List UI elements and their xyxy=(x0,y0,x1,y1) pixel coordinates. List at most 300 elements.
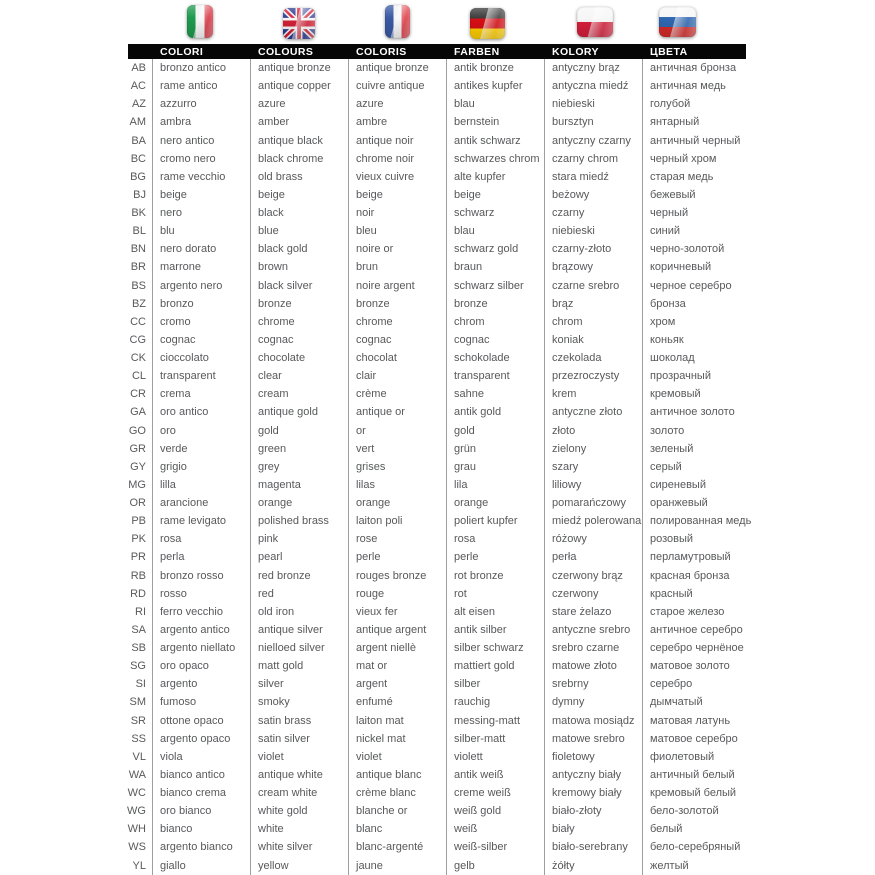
name-english: orange xyxy=(251,494,349,512)
name-russian: коричневый xyxy=(650,261,712,274)
table-row xyxy=(128,440,875,458)
name-polish: fioletowy xyxy=(545,748,643,766)
name-russian: белый xyxy=(650,823,683,836)
name-french: ambre xyxy=(349,113,447,131)
name-english: old iron xyxy=(251,603,349,621)
name-english: white xyxy=(251,820,349,838)
name-polish: biało-złoty xyxy=(545,802,643,820)
name-english: blue xyxy=(251,222,349,240)
name-french: crème blanc xyxy=(349,784,447,802)
name-french: noire argent xyxy=(349,277,447,295)
name-polish: dymny xyxy=(545,693,643,711)
name-french: antique blanc xyxy=(349,766,447,784)
table-row xyxy=(128,403,875,421)
color-code: OR xyxy=(128,494,153,512)
color-code: BA xyxy=(128,132,153,150)
name-italian: oro antico xyxy=(153,403,251,421)
color-code: WH xyxy=(128,820,153,838)
name-french: lilas xyxy=(349,476,447,494)
name-polish: miedź polerowana xyxy=(545,512,643,530)
name-french: brun xyxy=(349,258,447,276)
name-italian: cognac xyxy=(153,331,251,349)
color-code: RD xyxy=(128,585,153,603)
name-polish: czarny xyxy=(545,204,643,222)
name-italian: bianco crema xyxy=(153,784,251,802)
name-polish: antyczny brąz xyxy=(545,59,643,77)
name-german: braun xyxy=(447,258,545,276)
table-row xyxy=(128,113,875,131)
name-russian: сиреневый xyxy=(650,478,706,491)
name-italian: nero antico xyxy=(153,132,251,150)
name-english: magenta xyxy=(251,476,349,494)
name-german: bernstein xyxy=(447,113,545,131)
table-row xyxy=(128,240,875,258)
column-header-italian: COLORI xyxy=(160,45,204,58)
color-code: BG xyxy=(128,168,153,186)
name-french: enfumé xyxy=(349,693,447,711)
name-french: nickel mat xyxy=(349,730,447,748)
name-german: schwarz silber xyxy=(447,277,545,295)
name-english: black chrome xyxy=(251,150,349,168)
name-italian: nero xyxy=(153,204,251,222)
name-italian: cromo nero xyxy=(153,150,251,168)
name-german: cognac xyxy=(447,331,545,349)
name-german: messing-matt xyxy=(447,712,545,730)
name-russian: янтарный xyxy=(650,116,700,129)
name-italian: argento nero xyxy=(153,277,251,295)
name-german: transparent xyxy=(447,367,545,385)
color-code: BK xyxy=(128,204,153,222)
table-row xyxy=(128,730,875,748)
name-french: violet xyxy=(349,748,447,766)
name-german: beige xyxy=(447,186,545,204)
name-german: schokolade xyxy=(447,349,545,367)
name-english: pink xyxy=(251,530,349,548)
name-italian: fumoso xyxy=(153,693,251,711)
name-french: laiton mat xyxy=(349,712,447,730)
name-italian: oro xyxy=(153,422,251,440)
name-italian: crema xyxy=(153,385,251,403)
name-polish: antyczne złoto xyxy=(545,403,643,421)
name-german: alte kupfer xyxy=(447,168,545,186)
table-body xyxy=(128,59,875,875)
name-english: red bronze xyxy=(251,567,349,585)
flag-poland-icon xyxy=(577,7,613,37)
color-code: GR xyxy=(128,440,153,458)
name-german: gold xyxy=(447,422,545,440)
table-row xyxy=(128,295,875,313)
name-german: alt eisen xyxy=(447,603,545,621)
name-italian: perla xyxy=(153,548,251,566)
name-russian: полированная медь xyxy=(650,515,752,528)
name-french: laiton poli xyxy=(349,512,447,530)
name-french: antique bronze xyxy=(349,59,447,77)
name-german: rot bronze xyxy=(447,567,545,585)
color-code: SR xyxy=(128,712,153,730)
name-english: nielloed silver xyxy=(251,639,349,657)
name-polish: koniak xyxy=(545,331,643,349)
name-german: antik bronze xyxy=(447,59,545,77)
color-code: YL xyxy=(128,857,153,875)
name-french: chrome xyxy=(349,313,447,331)
name-french: cognac xyxy=(349,331,447,349)
name-french: antique noir xyxy=(349,132,447,150)
color-code: AZ xyxy=(128,95,153,113)
name-english: yellow xyxy=(251,857,349,875)
name-italian: grigio xyxy=(153,458,251,476)
name-russian: красная бронза xyxy=(650,569,730,582)
name-english: violet xyxy=(251,748,349,766)
color-code: WC xyxy=(128,784,153,802)
name-english: black xyxy=(251,204,349,222)
name-german: schwarz gold xyxy=(447,240,545,258)
table-row xyxy=(128,621,875,639)
flag-italy-icon xyxy=(187,5,213,38)
code-column-header xyxy=(128,44,153,59)
name-english: antique gold xyxy=(251,403,349,421)
name-russian: старая медь xyxy=(650,170,714,183)
name-russian: фиолетовый xyxy=(650,750,715,763)
name-italian: bronzo xyxy=(153,295,251,313)
color-code: CK xyxy=(128,349,153,367)
name-russian: бежевый xyxy=(650,188,696,201)
name-french: beige xyxy=(349,186,447,204)
name-german: silber schwarz xyxy=(447,639,545,657)
name-french: vert xyxy=(349,440,447,458)
name-german: mattiert gold xyxy=(447,657,545,675)
column-header-russian: ЦВЕТА xyxy=(650,45,688,58)
name-english: smoky xyxy=(251,693,349,711)
name-russian: античный черный xyxy=(650,134,741,147)
name-italian: ottone opaco xyxy=(153,712,251,730)
color-code: BJ xyxy=(128,186,153,204)
name-russian: черный xyxy=(650,207,689,220)
table-row xyxy=(128,458,875,476)
name-russian: серебро xyxy=(650,678,693,691)
name-french: chocolat xyxy=(349,349,447,367)
name-italian: blu xyxy=(153,222,251,240)
name-german: schwarz xyxy=(447,204,545,222)
name-russian: кремовый xyxy=(650,388,701,401)
name-polish: czekolada xyxy=(545,349,643,367)
name-french: jaune xyxy=(349,857,447,875)
name-polish: zielony xyxy=(545,440,643,458)
name-german: violett xyxy=(447,748,545,766)
name-polish: matowe złoto xyxy=(545,657,643,675)
name-german: silber-matt xyxy=(447,730,545,748)
name-polish: szary xyxy=(545,458,643,476)
name-russian: коньяк xyxy=(650,333,684,346)
name-polish: niebieski xyxy=(545,95,643,113)
name-italian: marrone xyxy=(153,258,251,276)
name-russian: черно-золотой xyxy=(650,243,725,256)
column-header-german: FARBEN xyxy=(454,45,500,58)
name-english: antique bronze xyxy=(251,59,349,77)
name-polish: perła xyxy=(545,548,643,566)
name-english: black gold xyxy=(251,240,349,258)
name-polish: kremowy biały xyxy=(545,784,643,802)
name-russian: серый xyxy=(650,460,682,473)
name-english: green xyxy=(251,440,349,458)
table-row xyxy=(128,802,875,820)
name-english: cream xyxy=(251,385,349,403)
name-german: blau xyxy=(447,95,545,113)
name-english: pearl xyxy=(251,548,349,566)
name-german: schwarzes chrom xyxy=(447,150,545,168)
name-german: rosa xyxy=(447,530,545,548)
name-english: red xyxy=(251,585,349,603)
table-row xyxy=(128,277,875,295)
table-row xyxy=(128,258,875,276)
color-code: CL xyxy=(128,367,153,385)
name-french: antique or xyxy=(349,403,447,421)
name-german: antikes kupfer xyxy=(447,77,545,95)
name-russian: матовая латунь xyxy=(650,714,731,727)
name-french: grises xyxy=(349,458,447,476)
table-row xyxy=(128,59,875,77)
table-row xyxy=(128,422,875,440)
name-polish: złoto xyxy=(545,422,643,440)
color-code: CG xyxy=(128,331,153,349)
name-italian: arancione xyxy=(153,494,251,512)
name-german: antik weiß xyxy=(447,766,545,784)
name-italian: oro opaco xyxy=(153,657,251,675)
name-russian: античная бронза xyxy=(650,62,737,75)
name-russian: бронза xyxy=(650,297,686,310)
name-german: weiß gold xyxy=(447,802,545,820)
table-row xyxy=(128,675,875,693)
flag-france-icon xyxy=(385,5,410,38)
name-russian: античная медь xyxy=(650,80,726,93)
name-french: argent niellè xyxy=(349,639,447,657)
color-code: BN xyxy=(128,240,153,258)
name-italian: nero dorato xyxy=(153,240,251,258)
table-row xyxy=(128,222,875,240)
name-russian: прозрачный xyxy=(650,370,711,383)
name-russian: античное золото xyxy=(650,406,735,419)
name-polish: pomarańczowy xyxy=(545,494,643,512)
name-italian: rame levigato xyxy=(153,512,251,530)
name-italian: rame antico xyxy=(153,77,251,95)
name-german: antik silber xyxy=(447,621,545,639)
name-italian: argento opaco xyxy=(153,730,251,748)
name-russian: розовый xyxy=(650,533,694,546)
name-french: vieux fer xyxy=(349,603,447,621)
name-german: antik gold xyxy=(447,403,545,421)
name-polish: matowe srebro xyxy=(545,730,643,748)
name-english: antique copper xyxy=(251,77,349,95)
name-polish: żółty xyxy=(545,857,643,875)
name-italian: bianco antico xyxy=(153,766,251,784)
color-code: BC xyxy=(128,150,153,168)
name-italian: rame vecchio xyxy=(153,168,251,186)
flag-united-kingdom-icon xyxy=(283,8,315,39)
name-french: blanc-argenté xyxy=(349,838,447,856)
name-russian: античный белый xyxy=(650,768,735,781)
name-german: antik schwarz xyxy=(447,132,545,150)
table-row xyxy=(128,168,875,186)
name-german: grün xyxy=(447,440,545,458)
name-french: vieux cuivre xyxy=(349,168,447,186)
name-english: grey xyxy=(251,458,349,476)
name-german: blau xyxy=(447,222,545,240)
name-german: gelb xyxy=(447,857,545,875)
flag-russia-icon xyxy=(659,7,696,37)
name-italian: azzurro xyxy=(153,95,251,113)
color-code: AM xyxy=(128,113,153,131)
name-russian: перламутровый xyxy=(650,551,731,564)
column-header-english: COLOURS xyxy=(258,45,314,58)
flag-germany-icon xyxy=(470,8,505,39)
table-row xyxy=(128,603,875,621)
name-english: satin brass xyxy=(251,712,349,730)
name-italian: bianco xyxy=(153,820,251,838)
table-row xyxy=(128,567,875,585)
name-italian: rosa xyxy=(153,530,251,548)
name-russian: хром xyxy=(650,315,676,328)
name-italian: argento bianco xyxy=(153,838,251,856)
name-italian: ambra xyxy=(153,113,251,131)
name-russian: серебро чернёное xyxy=(650,642,744,655)
table-row xyxy=(128,820,875,838)
name-italian: argento xyxy=(153,675,251,693)
color-code: BL xyxy=(128,222,153,240)
name-italian: lilla xyxy=(153,476,251,494)
table-row xyxy=(128,585,875,603)
name-german: bronze xyxy=(447,295,545,313)
table-row xyxy=(128,476,875,494)
color-code: CC xyxy=(128,313,153,331)
color-code: SA xyxy=(128,621,153,639)
color-code: PR xyxy=(128,548,153,566)
name-english: brown xyxy=(251,258,349,276)
name-english: cream white xyxy=(251,784,349,802)
table-row xyxy=(128,766,875,784)
name-german: weiß xyxy=(447,820,545,838)
name-polish: antyczny czarny xyxy=(545,132,643,150)
name-russian: зеленый xyxy=(650,442,694,455)
color-code: BZ xyxy=(128,295,153,313)
color-code: WA xyxy=(128,766,153,784)
name-russian: бело-золотой xyxy=(650,805,719,818)
name-polish: stare żelazo xyxy=(545,603,643,621)
name-italian: bronzo rosso xyxy=(153,567,251,585)
name-english: old brass xyxy=(251,168,349,186)
table-row xyxy=(128,385,875,403)
name-polish: przezroczysty xyxy=(545,367,643,385)
name-polish: antyczny biały xyxy=(545,766,643,784)
name-russian: бело-серебряный xyxy=(650,841,741,854)
color-code: CR xyxy=(128,385,153,403)
name-french: azure xyxy=(349,95,447,113)
name-italian: viola xyxy=(153,748,251,766)
name-russian: матовое золото xyxy=(650,660,730,673)
name-italian: giallo xyxy=(153,857,251,875)
name-german: grau xyxy=(447,458,545,476)
table-row xyxy=(128,150,875,168)
name-polish: beżowy xyxy=(545,186,643,204)
name-italian: verde xyxy=(153,440,251,458)
name-russian: золото xyxy=(650,424,685,437)
name-english: satin silver xyxy=(251,730,349,748)
name-russian: матовое серебро xyxy=(650,732,738,745)
name-russian: дымчатый xyxy=(650,696,703,709)
color-code: SM xyxy=(128,693,153,711)
name-polish: biało-serebrany xyxy=(545,838,643,856)
color-code: WS xyxy=(128,838,153,856)
name-french: rose xyxy=(349,530,447,548)
name-german: chrom xyxy=(447,313,545,331)
name-french: noir xyxy=(349,204,447,222)
name-polish: czarny chrom xyxy=(545,150,643,168)
name-polish: liliowy xyxy=(545,476,643,494)
name-german: weiß-silber xyxy=(447,838,545,856)
name-polish: biały xyxy=(545,820,643,838)
name-english: antique black xyxy=(251,132,349,150)
name-english: antique white xyxy=(251,766,349,784)
name-french: antique argent xyxy=(349,621,447,639)
name-english: cognac xyxy=(251,331,349,349)
name-german: rot xyxy=(447,585,545,603)
name-polish: antyczne srebro xyxy=(545,621,643,639)
name-polish: matowa mosiądz xyxy=(545,712,643,730)
name-polish: brąz xyxy=(545,295,643,313)
color-code: RB xyxy=(128,567,153,585)
name-polish: stara miedź xyxy=(545,168,643,186)
name-russian: черный хром xyxy=(650,152,717,165)
table-row xyxy=(128,857,875,875)
color-code: BR xyxy=(128,258,153,276)
name-french: crème xyxy=(349,385,447,403)
color-code: AC xyxy=(128,77,153,95)
color-code: PB xyxy=(128,512,153,530)
name-polish: niebieski xyxy=(545,222,643,240)
name-english: chrome xyxy=(251,313,349,331)
name-german: sahne xyxy=(447,385,545,403)
name-english: amber xyxy=(251,113,349,131)
name-french: rouge xyxy=(349,585,447,603)
name-italian: bronzo antico xyxy=(153,59,251,77)
name-italian: transparent xyxy=(153,367,251,385)
table-row xyxy=(128,95,875,113)
name-polish: chrom xyxy=(545,313,643,331)
name-english: azure xyxy=(251,95,349,113)
table-row xyxy=(128,512,875,530)
color-code: RI xyxy=(128,603,153,621)
name-russian: античное серебро xyxy=(650,623,743,636)
name-english: beige xyxy=(251,186,349,204)
name-polish: różowy xyxy=(545,530,643,548)
column-header-bar xyxy=(128,44,746,59)
table-row xyxy=(128,548,875,566)
color-code: SS xyxy=(128,730,153,748)
color-code: GO xyxy=(128,422,153,440)
color-code: AB xyxy=(128,59,153,77)
table-row xyxy=(128,77,875,95)
color-code: VL xyxy=(128,748,153,766)
table-row xyxy=(128,349,875,367)
name-english: white gold xyxy=(251,802,349,820)
table-row xyxy=(128,331,875,349)
name-italian: cioccolato xyxy=(153,349,251,367)
table-row xyxy=(128,657,875,675)
name-french: argent xyxy=(349,675,447,693)
name-english: white silver xyxy=(251,838,349,856)
table-row xyxy=(128,748,875,766)
name-italian: argento niellato xyxy=(153,639,251,657)
name-polish: srebrny xyxy=(545,675,643,693)
name-polish: czarne srebro xyxy=(545,277,643,295)
